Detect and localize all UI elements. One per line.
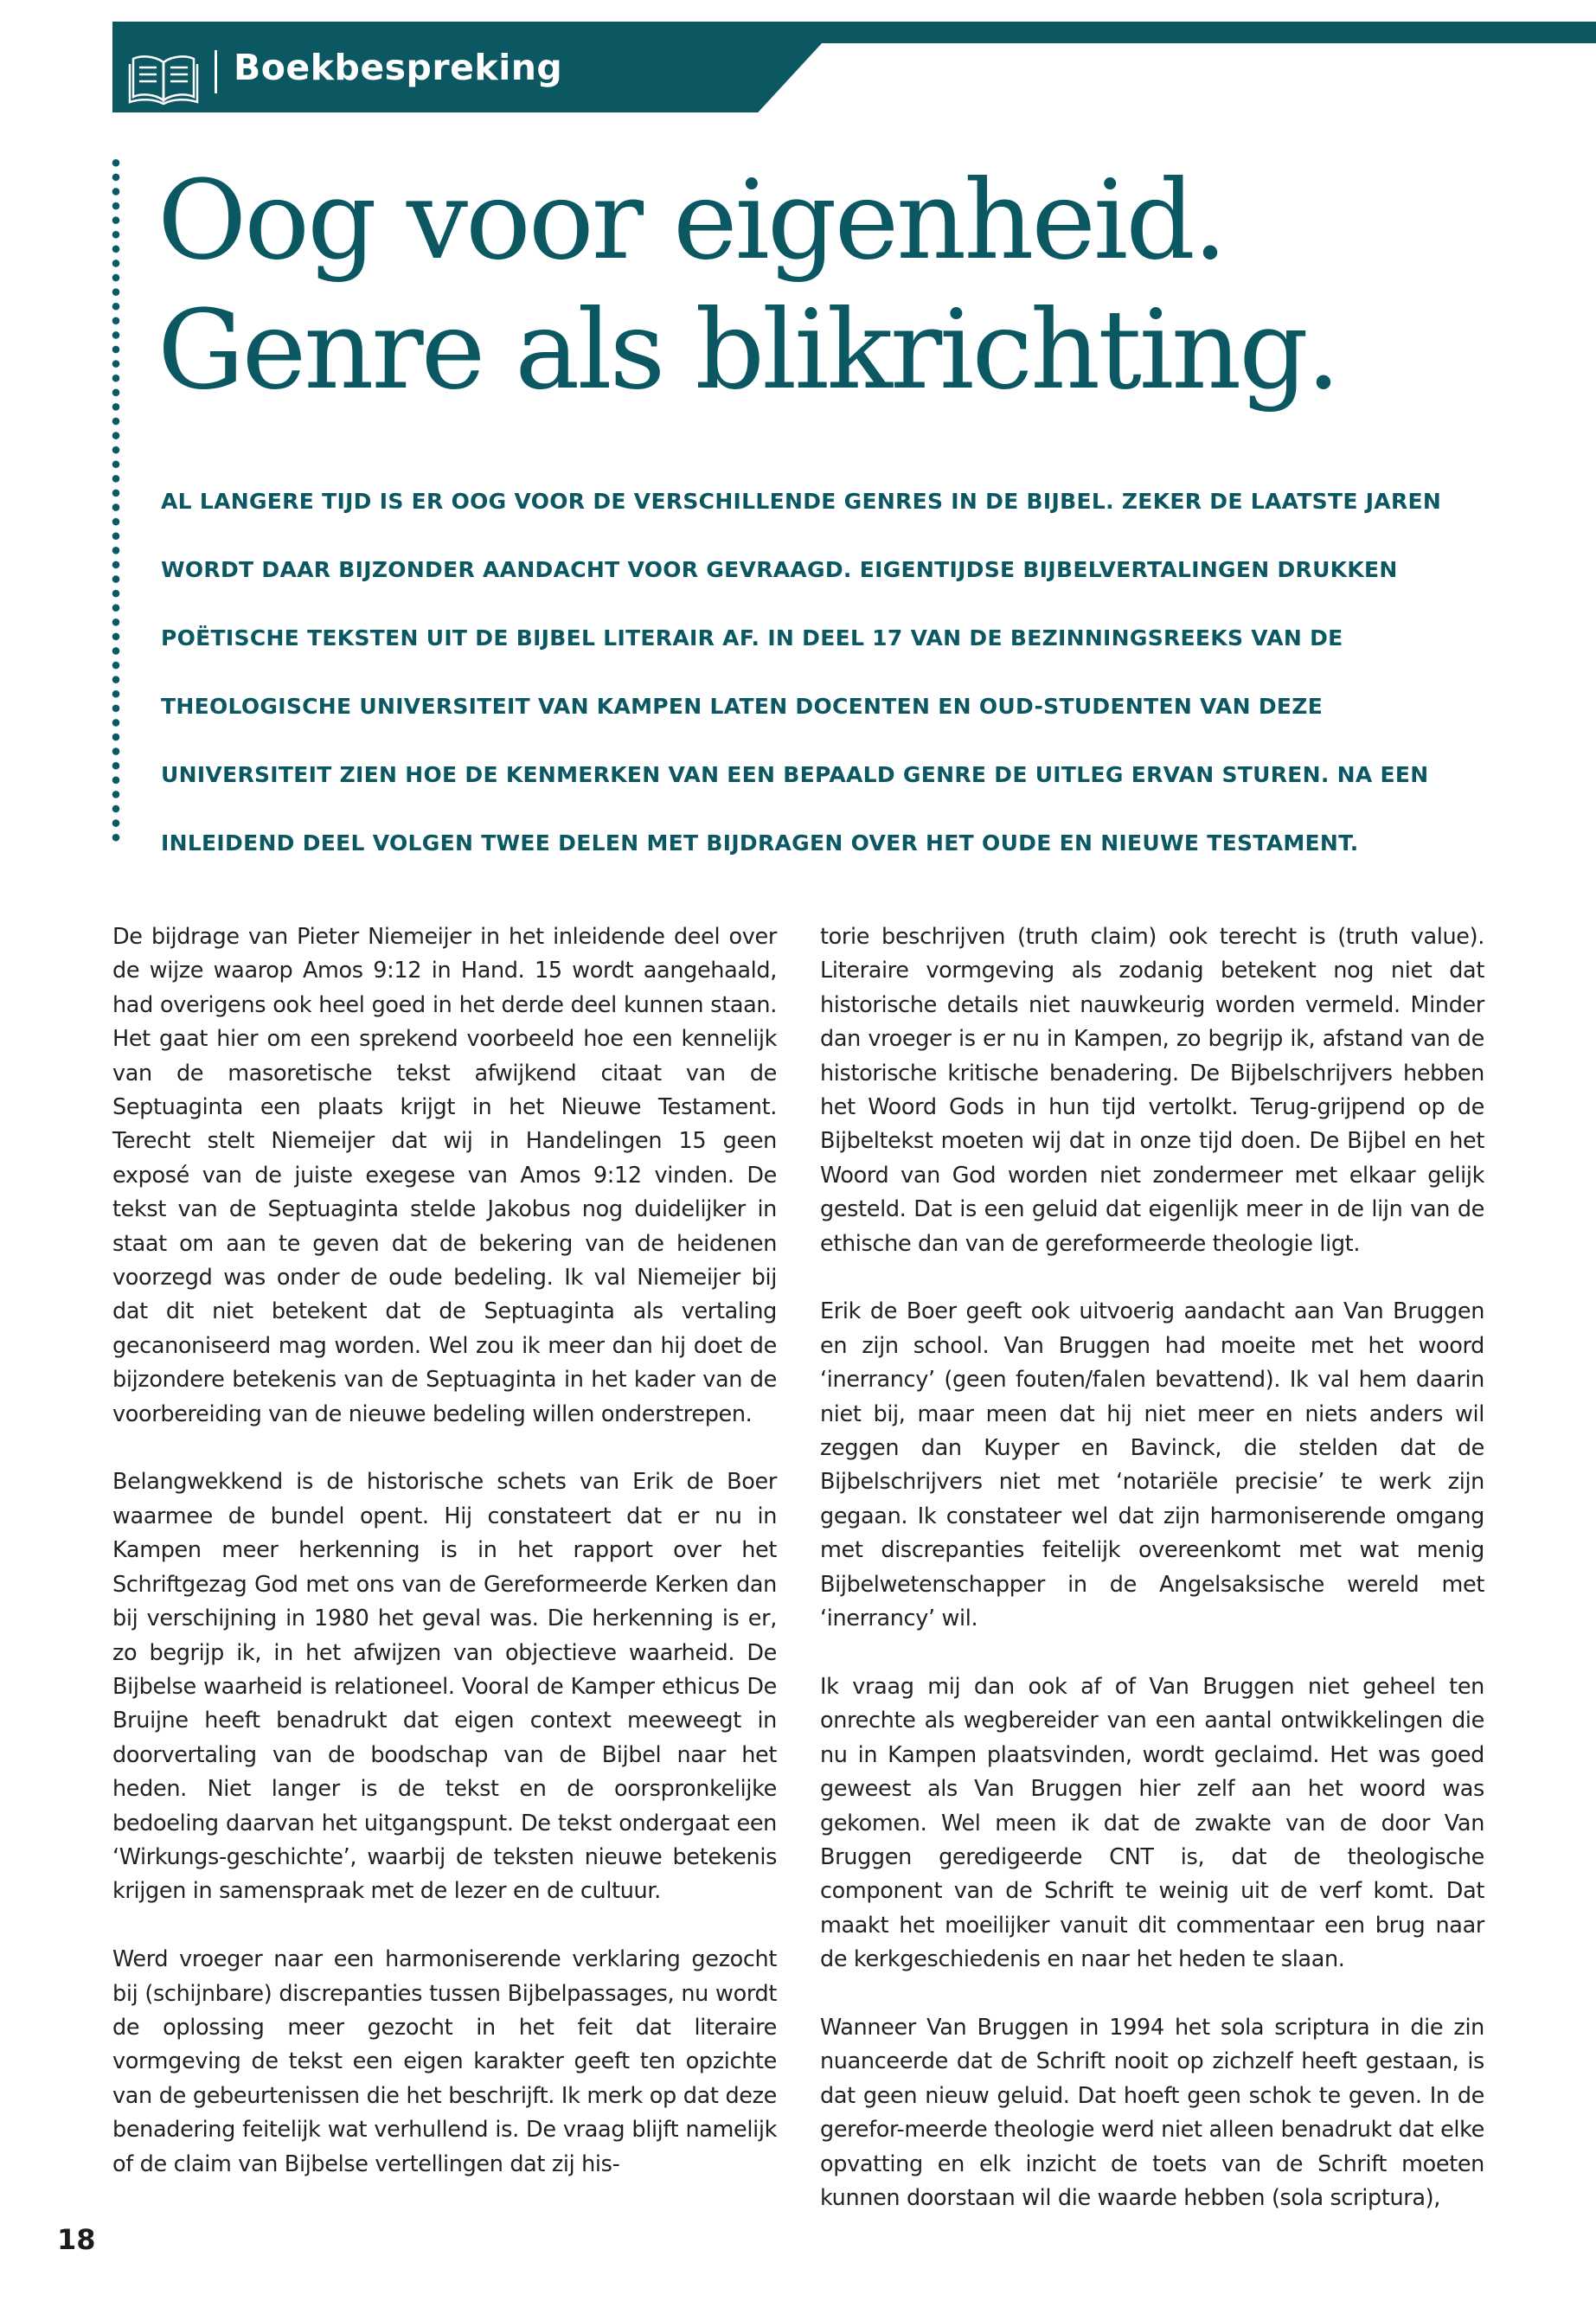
- body-column-right: [820, 920, 1484, 2250]
- title-line-1: Oog voor eigenheid.: [157, 157, 1226, 284]
- body-paragraph: De bijdrage van Pieter Niemeijer in het inleidende deel over de wijze waarop Amos 9:12 in Hand. 15 wordt aangehaald, had overigens ook heel goed in het derde deel kunnen staan. Het gaat hier om een sprekend voorbeeld hoe een kennelijk van de masoretische tekst afwijkend citaat van de Septuaginta een plaats krijgt in het Nieuwe Testament. Terecht stelt Niemeijer dat wij in Handelingen 15 geen exposé van de juiste exegese van Amos 9:12 vinden. De tekst van de Septuaginta stelde Jakobus nog duidelijker in staat om aan te geven dat de bekering van de heidenen voorzegd was onder de oude bedeling. Ik val Niemeijer bij dat dit niet betekent dat de Septuaginta als vertaling gecanoniseerd mag worden. Wel zou ik meer dan hij doet de bijzondere betekenis van de Septuaginta in het kader van de voorbereiding van de nieuwe bedeling willen onderstrepen.: [112, 924, 777, 1427]
- body-paragraph: Belangwekkend is de historische schets van Erik de Boer waarmee de bundel opent. Hij constateert dat er nu in Kampen meer herkenning is in het rapport over het Schriftgezag God met ons van de Gereformeerde Kerken dan bij verschijning in 1980 het geval was. Die herkenning is er, zo begrijp ik, in het afwijzen van objectieve waarheid. De Bijbelse waarheid is relationeel. Vooral de Kamper ethicus De Bruijne heeft benadrukt dat eigen context meeweegt in doorvertaling van de boodschap van de Bijbel naar het heden. Niet langer is de tekst en de oorspronkelijke bedoeling daarvan het uitgangspunt. De tekst ondergaat een ‘Wirkungs-geschichte’, waarbij de teksten nieuwe betekenis krijgen in samenspraak met de lezer en de cultuur.: [112, 1469, 777, 1905]
- open-book-icon: [128, 52, 199, 106]
- header-rule: [112, 22, 1596, 43]
- body-paragraph: Wanneer Van Bruggen in 1994 het sola scriptura in die zin nuanceerde dat de Schrift nooit op zichzelf heeft gestaan, is dat geen nieuw geluid. Dat hoeft geen schok te geven. In de gerefor-meerde theologie werd niet alleen benadrukt dat elke opvatting en elk inzicht de toets van de Schrift moeten kunnen doorstaan wil die waarde hebben (sola scriptura),: [820, 2014, 1484, 2211]
- dotted-margin-line: [111, 156, 121, 848]
- page-number: 18: [57, 2223, 96, 2256]
- article-title: [157, 156, 1412, 415]
- section-label: Boekbespreking: [234, 47, 563, 88]
- body-paragraph: Ik vraag mij dan ook af of Van Bruggen niet geheel ten onrechte als wegbereider van een aantal ontwikkelingen die nu in Kampen plaatsvinden, wordt geclaimd. Het was goed geweest als Van Bruggen hier zelf aan het woord was gekomen. Wel meen ik dat de zwakte van de door Van Bruggen geredigeerde CNT is, dat de theologische component van de Schrift te weinig uit de verf komt. Dat maakt het moeilijker vanuit dit commentaar een brug naar de kerkgeschiedenis en naar het heden te slaan.: [820, 1673, 1484, 1973]
- intro-lead: AL LANGERE TIJD IS ER OOG VOOR DE VERSCHILLENDE GENRES IN DE BIJBEL. ZEKER DE LAATSTE JAREN WORDT DAAR BIJZONDER AANDACHT VOOR GEVRAAGD. EIGENTIJDSE BIJBELVERTALINGEN DRUKKEN POËTISCHE TEKSTEN UIT DE BIJBEL LITERAIR AF. IN DEEL 17 VAN DE BEZINNINGSREEKS VAN DE THEOLOGISCHE UNIVERSITEIT VAN KAMPEN LATEN DOCENTEN EN OUD-STUDENTEN VAN DEZE UNIVERSITEIT ZIEN HOE DE KENMERKEN VAN EEN BEPAALD GENRE DE UITLEG ERVAN STUREN. NA EEN INLEIDEND DEEL VOLGEN TWEE DELEN MET BIJDRAGEN OVER HET OUDE EN NIEUWE TESTAMENT.: [161, 489, 1442, 856]
- body-column-left: [112, 920, 777, 2215]
- body-paragraph: Werd vroeger naar een harmoniserende verklaring gezocht bij (schijnbare) discrepanties tussen Bijbelpassages, nu wordt de oplossing meer gezocht in het feit dat literaire vormgeving de tekst een eigen karakter geeft ten opzichte van de gebeurtenissen die het beschrijft. Ik merk op dat deze benadering feitelijk wat verhullend is. De vraag blijft namelijk of de claim van Bijbelse vertellingen dat zij his-: [112, 1946, 777, 2177]
- section-separator: [215, 50, 217, 93]
- body-paragraph: Erik de Boer geeft ook uitvoerig aandacht aan Van Bruggen en zijn school. Van Bruggen had moeite met het woord ‘inerrancy’ (geen fouten/falen bevattend). Ik val hem daarin niet bij, maar meen dat hij niet meer en niets anders wil zeggen dan Kuyper en Bavinck, die stelden dat de Bijbelschrijvers niet met ‘notariële precisie’ te werk zijn gegaan. Ik constateer wel dat zijn harmoniserende omgang met discrepanties feitelijk overeenkomt met wat menig Bijbelwetenschapper in de Angelsaksische wereld met ‘inerrancy’ wil.: [820, 1298, 1484, 1632]
- body-paragraph: torie beschrijven (truth claim) ook terecht is (truth value). Literaire vormgeving als zodanig betekent nog niet dat historische details niet nauwkeurig worden vermeld. Minder dan vroeger is er nu in Kampen, zo begrijp ik, afstand van de historische kritische benadering. De Bijbelschrijvers hebben het Woord Gods in hun tijd vertolkt. Terug-grijpend op de Bijbeltekst moeten wij dat in onze tijd doen. De Bijbel en het Woord van God worden niet zondermeer met elkaar gelijk gesteld. Dat is een geluid dat eigenlijk meer in de lijn van de ethische dan van de gereformeerde theologie ligt.: [820, 924, 1484, 1257]
- title-line-2: Genre als blikrichting.: [157, 286, 1338, 413]
